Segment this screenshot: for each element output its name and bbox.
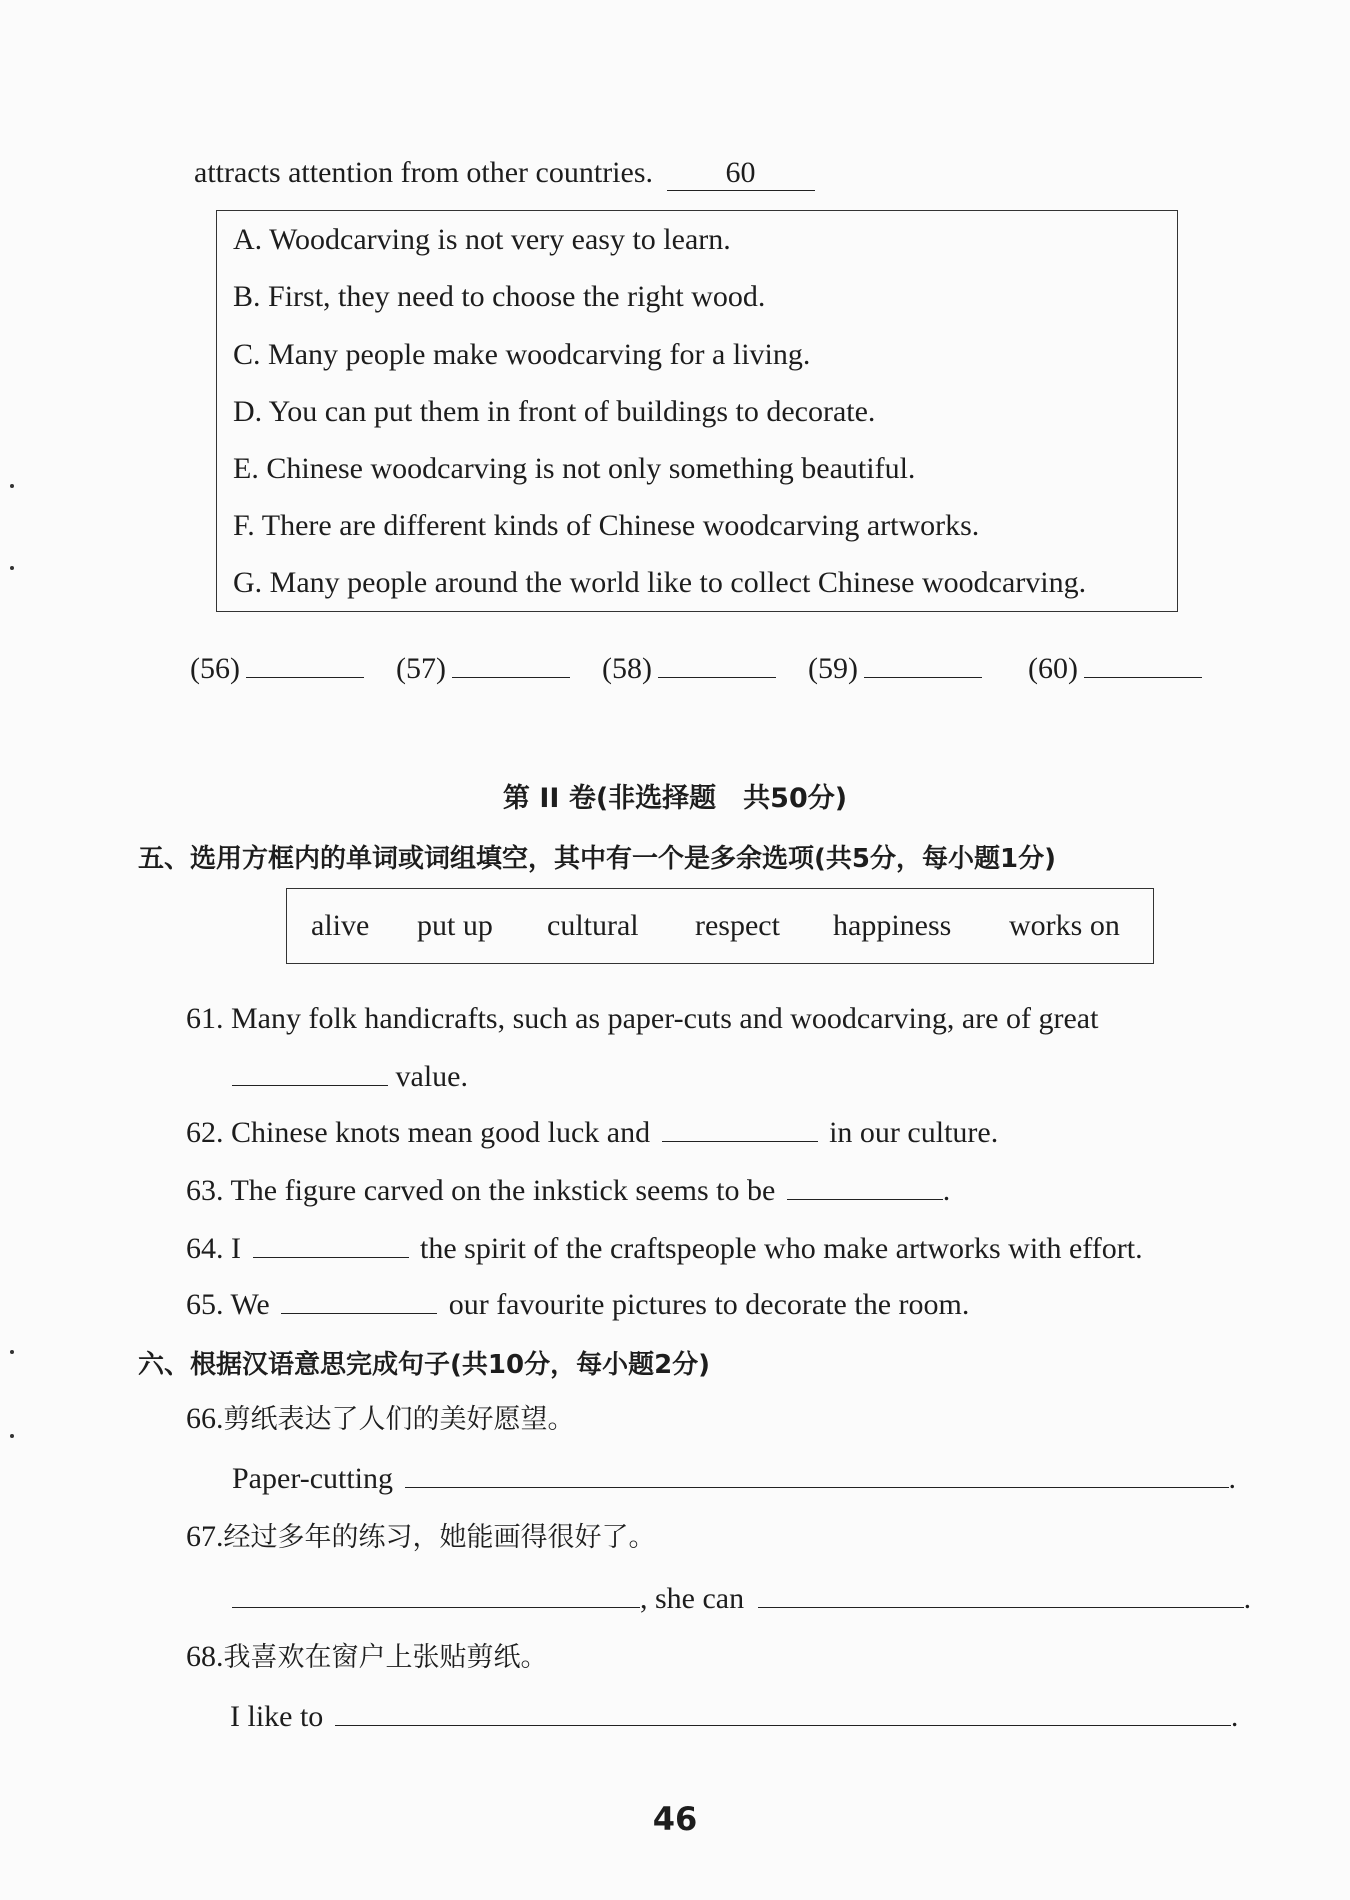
word-respect: respect [695, 909, 780, 942]
option-e: E. Chinese woodcarving is not only something beautiful. [233, 452, 916, 485]
answer-60-blank[interactable]: 60 [667, 156, 815, 191]
answer-slot-59[interactable]: (59) [808, 654, 982, 684]
margin-mark [10, 566, 14, 570]
word-cultural: cultural [547, 909, 639, 942]
q62-blank[interactable] [662, 1140, 818, 1142]
answer-slot-60[interactable]: (60) [1028, 654, 1202, 684]
answer-slot-56[interactable]: (56) [190, 654, 364, 684]
option-g: G. Many people around the world like to collect Chinese woodcarving. [233, 566, 1087, 599]
options-box [216, 210, 1178, 612]
question-61-line2: value. [232, 1062, 468, 1092]
question-67: 67.经过多年的练习，她能画得很好了。 [186, 1520, 656, 1553]
word-happiness: happiness [833, 909, 952, 942]
option-f: F. There are different kinds of Chinese woodcarving artworks. [233, 509, 980, 542]
question-68-answer: I like to . [230, 1700, 1239, 1733]
option-c: C. Many people make woodcarving for a living. [233, 338, 811, 371]
q68-blank[interactable] [335, 1724, 1231, 1726]
word-put-up: put up [417, 909, 493, 942]
question-66-answer: Paper-cutting . [232, 1462, 1237, 1495]
question-63: 63. The figure carved on the inkstick seems to be . [186, 1174, 951, 1207]
question-67-answer: , she can . [232, 1584, 1251, 1614]
part2-title: 第 II 卷(非选择题 共50分) [502, 783, 848, 814]
word-works-on: works on [1009, 909, 1120, 942]
margin-mark [10, 484, 14, 488]
q64-blank[interactable] [253, 1256, 409, 1258]
answer-slot-58[interactable]: (58) [602, 654, 776, 684]
margin-mark [10, 1350, 14, 1354]
q67-blank-2[interactable] [758, 1606, 1244, 1608]
continuation-text: attracts attention from other countries. [194, 156, 654, 189]
q66-blank[interactable] [405, 1486, 1229, 1488]
q63-blank[interactable] [787, 1198, 943, 1200]
question-61: 61. Many folk handicrafts, such as paper-cuts and woodcarving, are of great [186, 1002, 1099, 1035]
q67-blank-1[interactable] [232, 1606, 640, 1608]
question-66: 66.剪纸表达了人们的美好愿望。 [186, 1402, 575, 1435]
section6-heading: 六、根据汉语意思完成句子(共10分，每小题2分) [138, 1350, 711, 1380]
word-bank-box [286, 888, 1154, 964]
word-alive: alive [311, 909, 370, 942]
q61-blank[interactable] [232, 1084, 388, 1086]
page-number: 46 [652, 1800, 698, 1838]
option-b: B. First, they need to choose the right wood. [233, 280, 766, 313]
question-64: 64. I the spirit of the craftspeople who make artworks with effort. [186, 1232, 1143, 1265]
answer-slot-57[interactable]: (57) [396, 654, 570, 684]
question-65: 65. We our favourite pictures to decorate the room. [186, 1288, 970, 1321]
continuation-line [194, 156, 815, 191]
option-d: D. You can put them in front of buildings to decorate. [233, 395, 876, 428]
question-68: 68.我喜欢在窗户上张贴剪纸。 [186, 1640, 548, 1673]
section5-heading: 五、选用方框内的单词或词组填空，其中有一个是多余选项(共5分，每小题1分) [138, 844, 1056, 874]
margin-mark [10, 1434, 14, 1438]
question-62: 62. Chinese knots mean good luck and in our culture. [186, 1116, 999, 1149]
option-a: A. Woodcarving is not very easy to learn. [233, 223, 731, 256]
q65-blank[interactable] [281, 1312, 437, 1314]
